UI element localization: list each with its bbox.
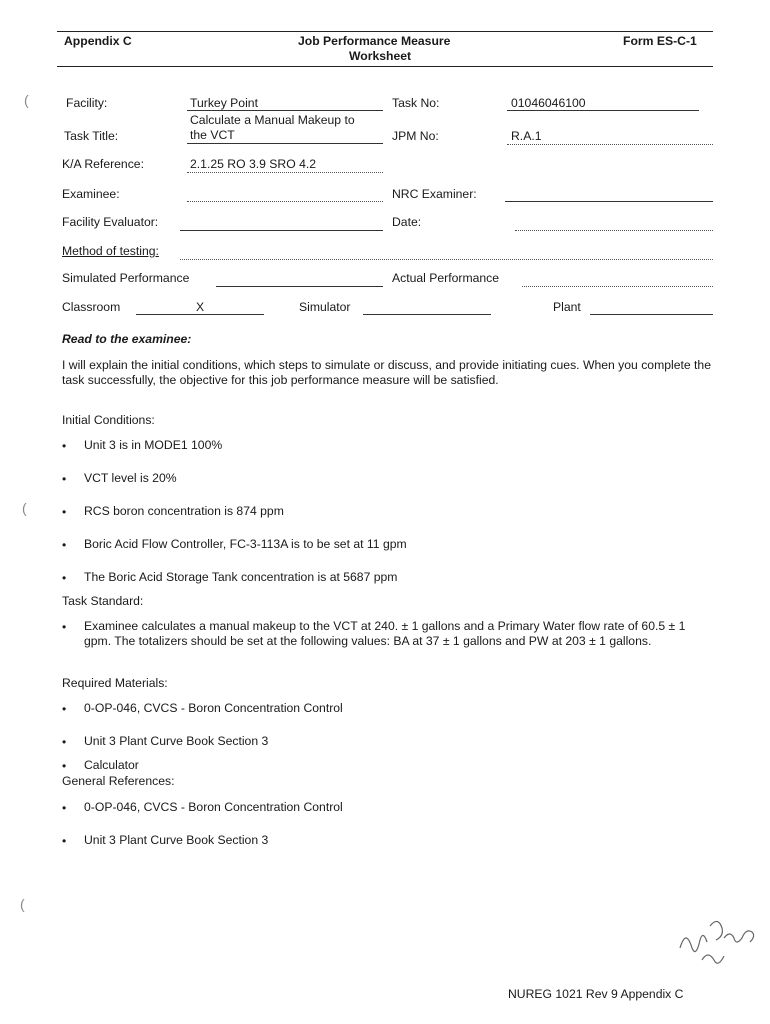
general-reference-item: Unit 3 Plant Curve Book Section 3 xyxy=(84,833,269,847)
bullet-icon: • xyxy=(62,702,67,716)
ka-label: K/A Reference: xyxy=(62,157,144,171)
facility-value: Turkey Point xyxy=(190,96,258,110)
header-appendix: Appendix C xyxy=(64,34,132,48)
simulated-label: Simulated Performance xyxy=(62,271,190,285)
task-title-line1: Calculate a Manual Makeup to xyxy=(190,113,355,127)
task-no-value: 01046046100 xyxy=(511,96,586,110)
initial-conditions-heading: Initial Conditions: xyxy=(62,413,155,427)
ka-line xyxy=(187,172,383,173)
facility-evaluator-line xyxy=(180,230,383,231)
classroom-line xyxy=(136,314,264,315)
plant-label: Plant xyxy=(553,300,581,314)
task-title-label: Task Title: xyxy=(64,129,119,143)
required-material-item: Calculator xyxy=(84,758,139,772)
ka-value: 2.1.25 RO 3.9 SRO 4.2 xyxy=(190,157,317,171)
bullet-icon: • xyxy=(62,571,67,585)
required-material-item: Unit 3 Plant Curve Book Section 3 xyxy=(84,734,269,748)
header-title-line1: Job Performance Measure xyxy=(298,34,451,48)
bullet-icon: • xyxy=(62,620,67,634)
header-title-line2: Worksheet xyxy=(349,49,412,63)
task-title-line2: the VCT xyxy=(190,128,235,142)
handwritten-initials-icon xyxy=(672,908,762,978)
required-material-item: 0-OP-046, CVCS - Boron Concentration Control xyxy=(84,701,343,715)
task-standard-heading: Task Standard: xyxy=(62,594,144,608)
method-label: Method of testing: xyxy=(62,244,159,258)
initial-condition-item: The Boric Acid Storage Tank concentration is at 5687 ppm xyxy=(84,570,398,584)
general-reference-item: 0-OP-046, CVCS - Boron Concentration Control xyxy=(84,800,343,814)
jpm-no-value: R.A.1 xyxy=(511,129,542,143)
bullet-icon: • xyxy=(62,735,67,749)
examinee-line xyxy=(187,201,383,202)
read-text: I will explain the initial conditions, which steps to simulate or discuss, and provide initiating cues. When you complete the task successfully, the objective for this job performance measure will be satisfied. xyxy=(62,358,711,387)
actual-label: Actual Performance xyxy=(392,271,500,285)
examinee-label: Examinee: xyxy=(62,187,120,201)
footer-text: NUREG 1021 Rev 9 Appendix C xyxy=(508,987,684,1001)
header-rule-top xyxy=(57,31,713,32)
nrc-examiner-line xyxy=(505,201,713,202)
jpm-no-label: JPM No: xyxy=(392,129,439,143)
punch-hole-icon: ( xyxy=(20,896,25,912)
date-label: Date: xyxy=(392,215,422,229)
initial-condition-item: RCS boron concentration is 874 ppm xyxy=(84,504,284,518)
bullet-icon: • xyxy=(62,801,67,815)
classroom-value: X xyxy=(196,300,205,314)
bullet-icon: • xyxy=(62,439,67,453)
bullet-icon: • xyxy=(62,505,67,519)
nrc-examiner-label: NRC Examiner: xyxy=(392,187,477,201)
classroom-label: Classroom xyxy=(62,300,121,314)
date-line xyxy=(515,230,713,231)
bullet-icon: • xyxy=(62,538,67,552)
bullet-icon: • xyxy=(62,759,67,773)
header-form-id: Form ES-C-1 xyxy=(623,34,697,48)
simulator-line xyxy=(363,314,491,315)
bullet-icon: • xyxy=(62,472,67,486)
bullet-icon: • xyxy=(62,834,67,848)
task-no-label: Task No: xyxy=(392,96,440,110)
punch-hole-icon: ( xyxy=(22,500,27,516)
method-line xyxy=(180,259,713,260)
jpm-no-line xyxy=(507,144,713,145)
simulator-label: Simulator xyxy=(299,300,351,314)
plant-line xyxy=(590,314,713,315)
read-heading: Read to the examinee: xyxy=(62,332,192,346)
simulated-line xyxy=(216,286,383,287)
task-no-line xyxy=(507,110,699,111)
task-standard-text: Examinee calculates a manual makeup to the VCT at 240. ± 1 gallons and a Primary Water flow rate of 60.5 ± 1 gpm. The totalizers should be set at the following values: BA at 37 ± 1 gallons and PW at 203 ± 1 gallons. xyxy=(84,619,686,648)
facility-label: Facility: xyxy=(66,96,108,110)
general-references-heading: General References: xyxy=(62,774,175,788)
initial-condition-item: Boric Acid Flow Controller, FC-3-113A is to be set at 11 gpm xyxy=(84,537,407,551)
punch-hole-icon: ( xyxy=(24,92,29,108)
header-rule-bottom xyxy=(57,66,713,67)
facility-evaluator-label: Facility Evaluator: xyxy=(62,215,159,229)
actual-line xyxy=(522,286,713,287)
initial-condition-item: VCT level is 20% xyxy=(84,471,177,485)
required-materials-heading: Required Materials: xyxy=(62,676,168,690)
initial-condition-item: Unit 3 is in MODE1 100% xyxy=(84,438,223,452)
facility-line xyxy=(187,110,383,111)
task-title-line xyxy=(187,143,383,144)
